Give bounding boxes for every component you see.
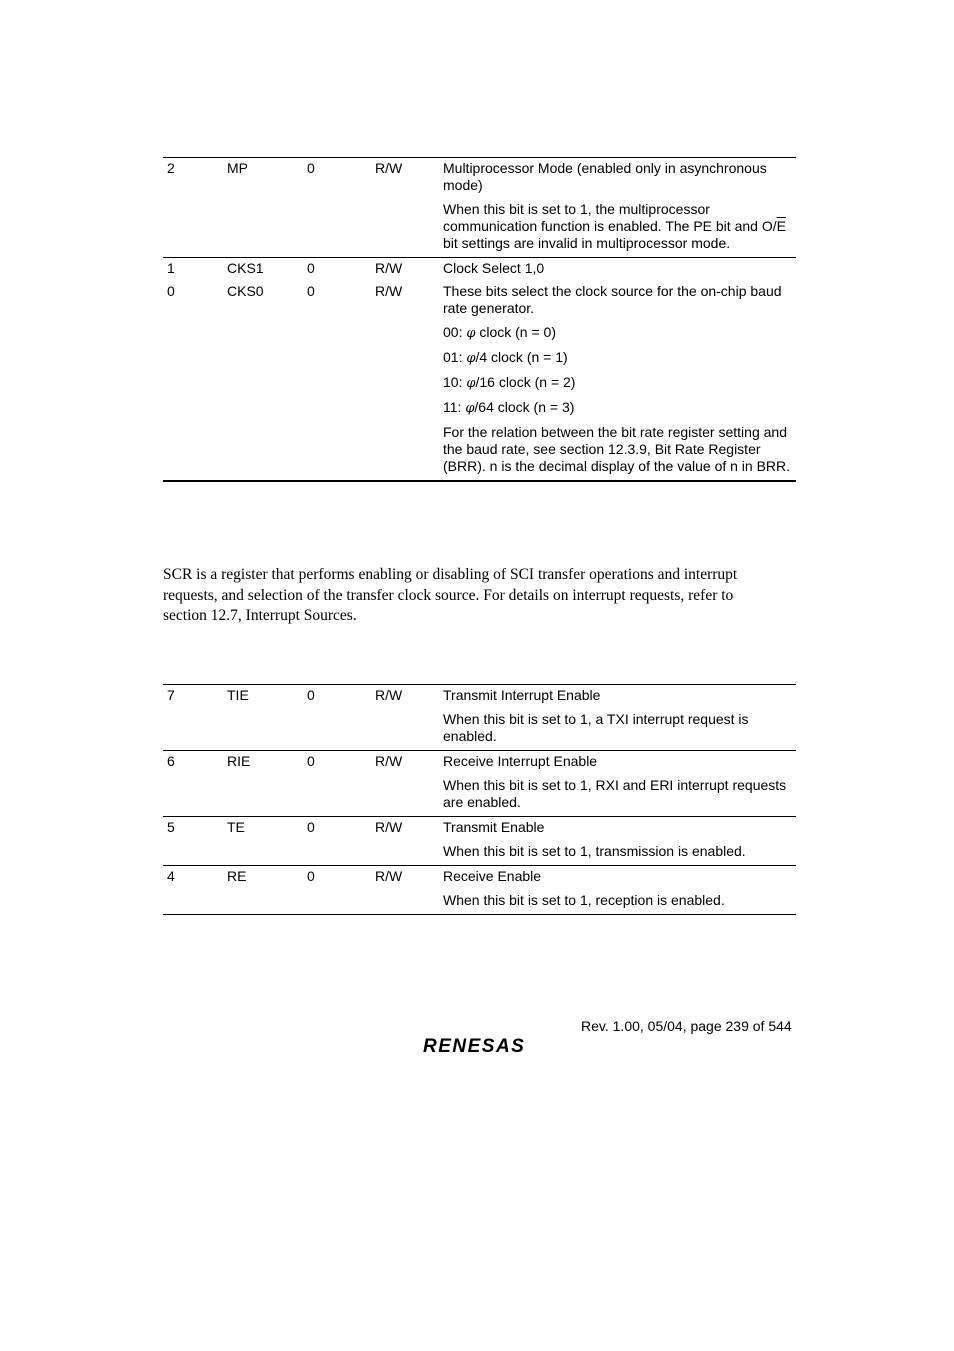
bit-name: MP xyxy=(227,160,248,176)
read-write: R/W xyxy=(375,868,403,884)
page-footer-info: Rev. 1.00, 05/04, page 239 of 544 xyxy=(581,1018,792,1034)
table-row xyxy=(163,817,796,866)
scr-bit-table xyxy=(163,684,796,915)
bit-number: 4 xyxy=(167,868,175,884)
bit-name: CKS1 xyxy=(227,260,264,276)
initial-value: 0 xyxy=(307,687,315,703)
table-row xyxy=(163,685,796,751)
description-title: Receive Enable xyxy=(443,868,542,884)
description-text: When this bit is set to 1, the multiprocessor communication function is enabled. The PE bit and $O/\overline{E}$ bit settings are invalid in multiprocessor mode. xyxy=(443,201,786,251)
description-text: These bits select the clock source for the on-chip baud rate generator. xyxy=(443,283,782,316)
bit-number: 1 xyxy=(167,260,175,276)
initial-value: 0 xyxy=(307,283,315,299)
read-write: R/W xyxy=(375,819,403,835)
register-bit-table-continued xyxy=(163,157,796,482)
bit-number: 0 xyxy=(167,283,175,299)
description-text: When this bit is set to 1, reception is enabled. xyxy=(443,892,725,908)
initial-value: 0 xyxy=(307,260,315,276)
description-text: When this bit is set to 1, RXI and ERI interrupt requests are enabled. xyxy=(443,777,787,810)
table-row xyxy=(163,258,796,283)
overline-e: $\overline{E}$ xyxy=(776,218,786,234)
description-title: Transmit Interrupt Enable xyxy=(443,687,601,703)
initial-value: 0 xyxy=(307,868,315,884)
description-text: When this bit is set to 1, a TXI interrupt request is enabled. xyxy=(443,711,749,744)
read-write: R/W xyxy=(375,283,403,299)
bit-number: 7 xyxy=(167,687,175,703)
bit-description xyxy=(443,258,796,283)
read-write: R/W xyxy=(375,160,403,176)
phi-symbol: φ xyxy=(466,376,476,391)
initial-value: 0 xyxy=(307,753,315,769)
bit-description xyxy=(443,751,796,817)
renesas-logo xyxy=(421,1034,541,1056)
bit-description xyxy=(443,158,796,258)
scr-description-paragraph: SCR is a register that performs enabling or disabling of SCI transfer operations and interrupt requests, and selection of the transfer clock source. For details on interrupt requests, refer to section 12.7, Interrupt Sources. xyxy=(163,566,738,624)
read-write: R/W xyxy=(375,260,403,276)
bit-name: TE xyxy=(227,819,245,835)
table-row xyxy=(163,158,796,258)
clock-option: 10: φ/16 clock (n = 2) xyxy=(443,374,576,391)
bit-number: 6 xyxy=(167,753,175,769)
table-row xyxy=(163,282,796,481)
clock-option: 01: φ/4 clock (n = 1) xyxy=(443,349,568,366)
read-write: R/W xyxy=(375,687,403,703)
phi-symbol: φ xyxy=(466,351,476,366)
description-title: Multiprocessor Mode (enabled only in asynchronous mode) xyxy=(443,160,767,193)
bit-number: 2 xyxy=(167,160,175,176)
phi-symbol: φ xyxy=(466,326,476,341)
bit-description xyxy=(443,685,796,751)
bit-description xyxy=(443,282,796,481)
bit-name: RIE xyxy=(227,753,251,769)
bit-name: CKS0 xyxy=(227,283,264,299)
initial-value: 0 xyxy=(307,819,315,835)
description-title: Receive Interrupt Enable xyxy=(443,753,598,769)
clock-option: 11: φ/64 clock (n = 3) xyxy=(443,399,575,416)
bit-description xyxy=(443,866,796,915)
table-row xyxy=(163,866,796,915)
read-write: R/W xyxy=(375,753,403,769)
description-title: Transmit Enable xyxy=(443,819,545,835)
initial-value: 0 xyxy=(307,160,315,176)
bit-name: RE xyxy=(227,868,247,884)
bit-name: TIE xyxy=(227,687,249,703)
bit-number: 5 xyxy=(167,819,175,835)
phi-symbol: φ xyxy=(465,401,475,416)
bit-description xyxy=(443,817,796,866)
description-text: When this bit is set to 1, transmission is enabled. xyxy=(443,843,746,859)
description-title: Clock Select 1,0 xyxy=(443,260,545,276)
description-note: For the relation between the bit rate register setting and the baud rate, see section 12.3.9, Bit Rate Register (BRR). n is the decimal display of the value of n in BRR. xyxy=(443,424,791,474)
svg-text:RENESAS: RENESAS xyxy=(423,1036,526,1056)
table-row xyxy=(163,751,796,817)
clock-option: 00: φ clock (n = 0) xyxy=(443,324,556,341)
